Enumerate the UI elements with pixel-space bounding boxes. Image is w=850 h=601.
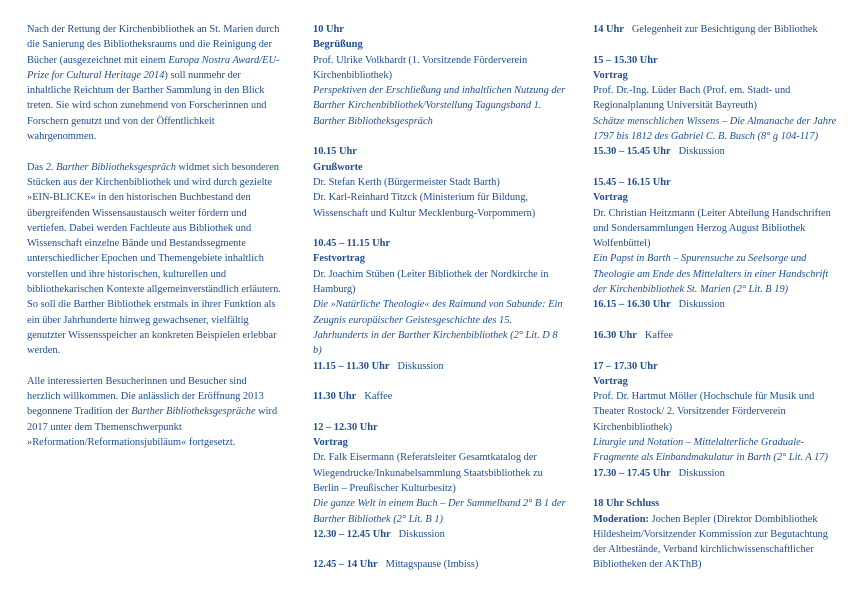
intro-column xyxy=(27,22,282,450)
event-name: 2. Barther Bibliotheksgespräch xyxy=(45,161,176,173)
intro-text: wird 2017 unter dem Themenschwerpunkt »Reformation/Reformationsjubiläum« fortgesetzt. xyxy=(27,406,278,449)
intro-text: Alle interessierten Besucherinnen und Besucher sind herzlich willkommen. Die anlässlich der Eröffnung 2013 begonnene Tradition der xyxy=(27,375,264,418)
speaker: Dr. Joachim Stüben (Leiter Bibliothek der Nordkirche in Hamburg) xyxy=(313,268,549,296)
break-label: Mittagspause (Imbiss) xyxy=(385,559,479,571)
session-time: 12 – 12.30 Uhr xyxy=(313,421,378,433)
intro-text: Nach der Rettung der Kirchenbibliothek an St. Marien durch die Sanierung des Bibliotheksraums und die Reinigung der Bücher (ausgezeichnet mit einem xyxy=(27,24,280,66)
intro-text: widmet sich besonderen Stücken aus der Kirchenbibliothek und wird durch gezielte »EIN-BLICKE« in den historischen Buchbestand den übergreifenden Wissensaustausch weiter fördern und vertiefen. Dabei werden Fachleute aus Bibliothek und Wissenschaft einzelne Bände und Bestandssegmente unterschiedlicher Epochen und Themengebiete inhaltlich vorstellen und ihre historischen, kulturellen und bibliothekarischen Kontexte allgemeinverständlich erläutern. So soll die Barther Bibliothek erstmals in ihrer Funktion als ein über Jahrhunderte hinweg gewachsener, vielfältig genutzter Wissensspeicher an konkreten Beispielen erlebbar werden. xyxy=(27,161,281,357)
discussion-label: Diskussion xyxy=(397,360,444,372)
discussion-row xyxy=(313,527,568,542)
award-name: Europa Nostra Award/EU-Prize for Cultural Heritage 2014 xyxy=(27,54,280,81)
talk-title: Die »Natürliche Theologie« des Raimund von Sabunde: Ein Zeugnis europäischer Geistesgeschichte des 15. Jahrhunderts in der Barther Kirchenbibliothek (2° Lit. D 8 b) xyxy=(313,299,563,357)
session-type: Begrüßung xyxy=(313,39,363,51)
discussion-time: 16.15 – 16.30 Uhr xyxy=(593,299,671,311)
discussion-time: 15.30 – 15.45 Uhr xyxy=(593,146,671,158)
session-time: 10.45 – 11.15 Uhr xyxy=(313,238,391,250)
discussion-label: Diskussion xyxy=(398,528,445,540)
discussion-time: 12.30 – 12.45 Uhr xyxy=(313,528,391,540)
speaker: Dr. Karl-Reinhard Titzck (Ministerium für Bildung, Wissenschaft und Kultur Mecklenburg-Vorpommern) xyxy=(313,192,536,219)
session-time: 17 – 17.30 Uhr xyxy=(593,360,658,372)
discussion-label: Diskussion xyxy=(678,467,725,479)
program-block-talk-heitzmann xyxy=(593,175,843,313)
event-name: Barther Bibliotheksgespräche xyxy=(131,406,256,418)
intro-text: ) soll nunmehr der inhaltliche Reichtum der Barther Sammlung in den Blick treten. Sie wird schon zunehmend von Forscherinnen und Forschern genutzt und von der Öffentlichkeit wahrgenommen. xyxy=(27,69,267,143)
program-block-coffee xyxy=(313,389,568,404)
speaker: Dr. Falk Eisermann (Referatsleiter Gesamtkatalog der Wiegendrucke/Inkunabelsammlung Staatsbibliothek zu Berlin – Preußischer Kulturbesitz) xyxy=(313,452,543,494)
session-time: 10.15 Uhr xyxy=(313,146,357,158)
talk-title: Perspektiven der Erschließung und inhaltlichen Nutzung der Barther Kirchenbibliothek/Vorstellung Tagungsband 1. Barther Bibliotheksgespräch xyxy=(313,85,566,127)
speaker: Dr. Christian Heitzmann (Leiter Abteilung Handschriften und Sondersammlungen Herzog August Bibliothek Wolfenbüttel) xyxy=(593,207,831,250)
break-label: Gelegenheit zur Besichtigung der Bibliothek xyxy=(631,24,818,35)
talk-title: Liturgie und Notation – Mittelalterliche Graduale-Fragmente als Einbandmakulatur in Barth (2° Lit. A 17) xyxy=(593,437,828,464)
discussion-label: Diskussion xyxy=(678,146,725,158)
talk-title: Schätze menschlichen Wissens – Die Almanache der Jahre 1797 bis 1812 des Gabriel C. B. Busch (8° g 104-117) xyxy=(593,115,837,143)
intro-text: Das xyxy=(27,161,46,173)
discussion-row xyxy=(593,466,843,481)
intro-paragraph-1 xyxy=(27,22,282,144)
discussion-time: 17.30 – 17.45 Uhr xyxy=(593,467,671,479)
session-type: Vortrag xyxy=(593,192,628,204)
session-type: Vortrag xyxy=(593,375,628,387)
session-time: 12.45 – 14 Uhr xyxy=(313,559,378,571)
talk-title: Die ganze Welt in einem Buch – Der Sammelband 2° B 1 der Barther Bibliothek (2° Lit. B 1) xyxy=(313,498,566,525)
discussion-row xyxy=(593,144,843,159)
session-type: Vortrag xyxy=(313,437,348,449)
program-block-keynote xyxy=(313,236,568,374)
speaker: Dr. Stefan Kerth (Bürgermeister Stadt Barth) xyxy=(313,176,500,188)
session-time: 16.30 Uhr xyxy=(593,329,637,341)
speaker: Prof. Dr. Hartmut Möller (Hochschule für Musik und Theater Rostock/ 2. Vorsitzender Förderverein Kirchenbibliothek) xyxy=(593,391,815,433)
intro-paragraph-3 xyxy=(27,374,282,450)
program-block-greetings xyxy=(313,144,568,220)
discussion-row xyxy=(313,359,568,374)
program-block-talk-eisermann xyxy=(313,420,568,542)
session-time: 18 Uhr Schluss xyxy=(593,498,660,510)
talk-title: Ein Papst in Barth – Spurensuche zu Seelsorge und Theologie am Ende des Mittelalters in einer Handschrift der Kirchenbibliothek St. Marien (2° Lit. B 19) xyxy=(593,253,829,296)
session-type: Grußworte xyxy=(313,161,363,173)
session-time: 10 Uhr xyxy=(313,24,344,35)
program-block-talk-moeller xyxy=(593,359,843,481)
program-block-visit xyxy=(593,22,843,37)
session-time: 11.30 Uhr xyxy=(313,391,357,403)
discussion-time: 11.15 – 11.30 Uhr xyxy=(313,360,390,372)
session-time: 15.45 – 16.15 Uhr xyxy=(593,176,671,188)
program-column-morning xyxy=(313,22,568,588)
session-type: Festvortrag xyxy=(313,253,365,265)
break-label: Kaffee xyxy=(364,391,393,403)
program-column-afternoon xyxy=(593,22,843,588)
moderation-label: Moderation: xyxy=(593,513,649,525)
program-block-greeting xyxy=(313,22,568,129)
session-time: 14 Uhr xyxy=(593,24,624,35)
program-block-coffee xyxy=(593,328,843,343)
discussion-row xyxy=(593,297,843,312)
moderator: Jochen Bepler (Direktor Dombibliothek Hildesheim/Vorsitzender Kommission zur Begutachtung der Altbestände, Verband kirchlichwissenschaftlicher Bibliotheken der AKThB) xyxy=(593,513,829,571)
intro-paragraph-2 xyxy=(27,160,282,359)
moderation xyxy=(593,512,843,573)
break-label: Kaffee xyxy=(644,329,673,341)
discussion-label: Diskussion xyxy=(678,299,725,311)
speaker: Prof. Ulrike Volkhardt (1. Vorsitzende Förderverein Kirchenbibliothek) xyxy=(313,54,528,81)
program-block-lunch xyxy=(313,557,568,572)
speaker: Prof. Dr.-Ing. Lüder Bach (Prof. em. Stadt- und Regionalplanung Universität Bayreuth) xyxy=(593,85,791,112)
session-type: Vortrag xyxy=(593,69,628,81)
program-block-talk-bach xyxy=(593,53,843,160)
program-block-closing xyxy=(593,496,843,572)
session-time: 15 – 15.30 Uhr xyxy=(593,54,658,66)
